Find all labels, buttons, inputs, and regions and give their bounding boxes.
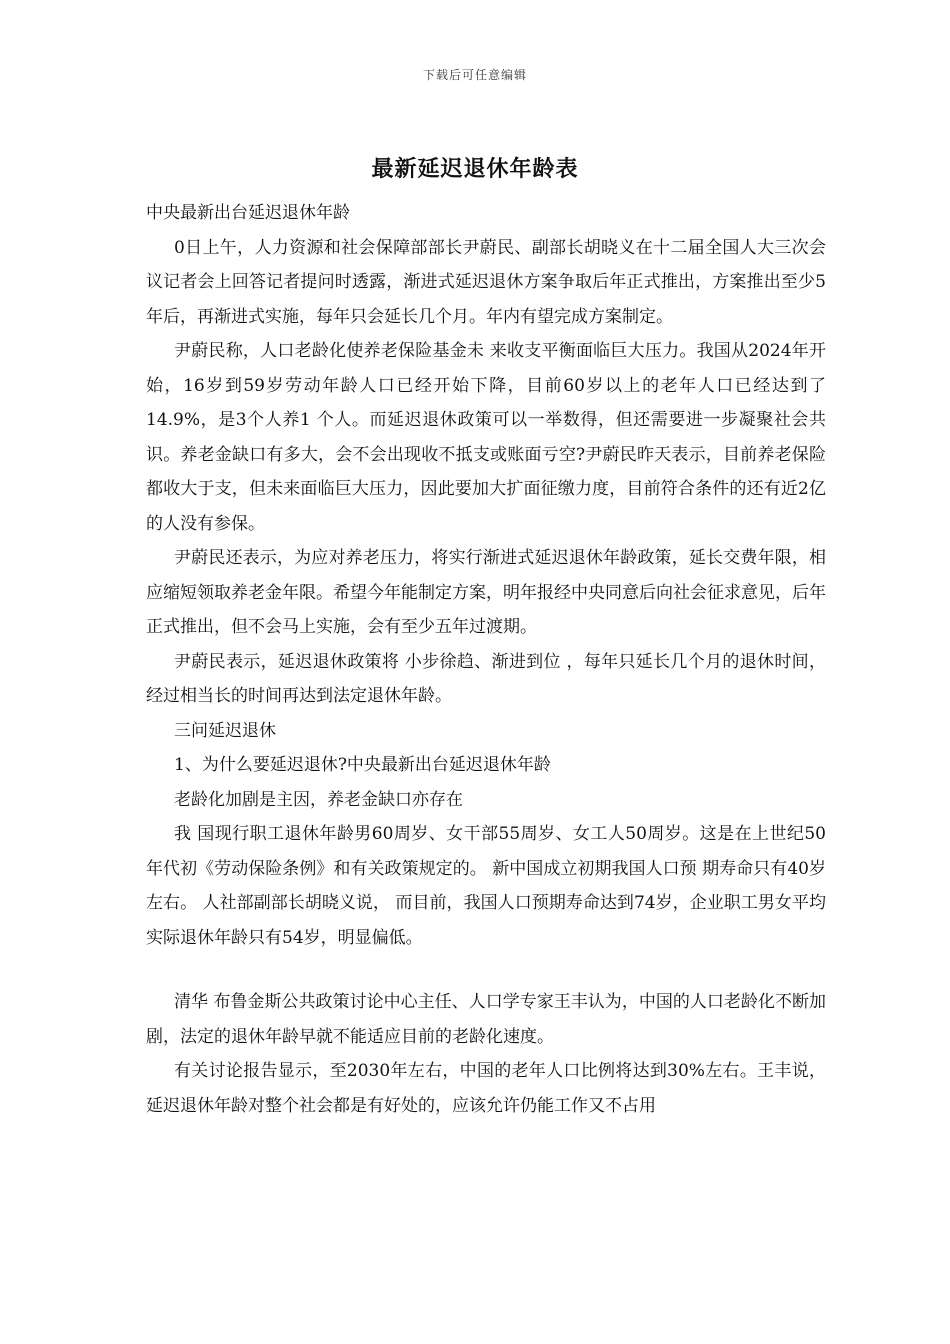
paragraph-5: 我 国现行职工退休年龄男60周岁、女干部55周岁、女工人50周岁。这是在上世纪50年代初《劳动保险条例》和有关政策规定的。 新中国成立初期我国人口预 期寿命只有40岁左右。 人社部副部长胡晓义说， 而目前，我国人口预期寿命达到74岁，企业职工男女平均实际退休年龄只有54岁，明显偏低。 (146, 824, 826, 948)
paragraph-7: 有关讨论报告显示，至2030年左右，中国的老年人口比例将达到30%左右。王丰说，延迟退休年龄对整个社会都是有好处的，应该允许仍能工作又不占用 (146, 1061, 826, 1116)
document-title: 最新延迟退休年龄表 (371, 156, 579, 182)
paragraph-4: 尹蔚民表示，延迟退休政策将 小步徐趋、渐进到位 ，每年只延长几个月的退休时间，经过相当长的时间再达到法定退休年龄。 (146, 651, 826, 706)
answer-heading: 老龄化加剧是主因，养老金缺口亦存在 (174, 789, 463, 810)
question-heading: 1、为什么要延迟退休?中央最新出台延迟退休年龄 (174, 755, 551, 775)
paragraph-3: 尹蔚民还表示，为应对养老压力，将实行渐进式延迟退休年龄政策，延长交费年限，相应缩短领取养老金年限。希望今年能制定方案，明年报经中央同意后向社会征求意见，后年正式推出，但不会马上实施，会有至少五年过渡期。 (146, 548, 826, 637)
header-note: 下载后可任意编辑 (422, 68, 527, 82)
paragraph-1: 0日上午，人力资源和社会保障部部长尹蔚民、副部长胡晓义在十二届全国人大三次会议记者会上回答记者提问时透露，渐进式延迟退休方案争取后年正式推出，方案推出至少5年后，再渐进式实施，每年只会延长几个月。年内有望完成方案制定。 (146, 237, 826, 327)
section-heading: 三问延迟退休 (174, 720, 276, 741)
document-body (146, 196, 826, 1123)
paragraph-6: 清华 布鲁金斯公共政策讨论中心主任、人口学专家王丰认为，中国的人口老龄化不断加剧，法定的退休年龄早就不能适应目前的老龄化速度。 (146, 992, 826, 1047)
document-subheading: 中央最新出台延迟退休年龄 (146, 203, 350, 223)
paragraph-2: 尹蔚民称，人口老龄化使养老保险基金未 来收支平衡面临巨大压力。我国从2024年开始，16岁到59岁劳动年龄人口已经开始下降，目前60岁以上的老年人口已经达到了14.9%，是3个人养1 个人。而延迟退休政策可以一举数得，但还需要进一步凝聚社会共识。养老金缺口有多大，会不会出现收不抵支或账面亏空?尹蔚民昨天表示，目前养老保险都收大于支，但未来面临巨大压力，因此要加大扩面征缴力度，目前符合条件的还有近2亿的人没有参保。 (146, 341, 826, 534)
